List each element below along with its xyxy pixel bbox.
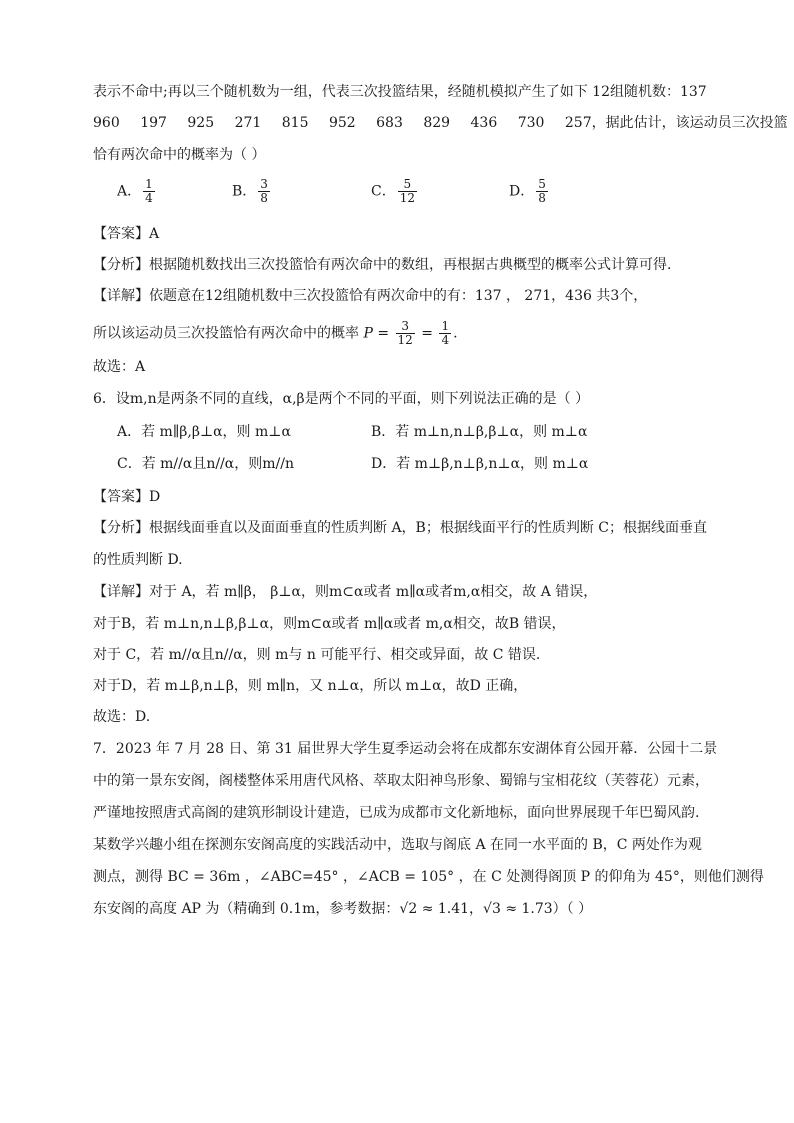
q6-option-a: A．若 m∥β,β⊥α，则 m⊥α xyxy=(117,424,291,440)
option-label: D． xyxy=(509,183,535,200)
question-7-line: 中的第一景东安阁，阁楼整体采用唐代风格、萃取太阳神鸟形象、蜀锦与宝相花纹（芙蓉花）元素， xyxy=(93,773,709,789)
fraction: $\frac{1}{4}$ xyxy=(441,319,450,347)
fraction: $\frac{1}{4}$ xyxy=(145,177,153,205)
random-number: 952 xyxy=(328,115,356,131)
q6-option-d: D．若 m⊥β,n⊥β,n⊥α，则 m⊥α xyxy=(371,456,589,472)
option-c xyxy=(371,178,419,205)
analysis-text: 根据随机数找出三次投篮恰有两次命中的数组，再根据古典概型的概率公式计算可得. xyxy=(149,257,672,273)
question-7-line: 7．2023 年 7 月 28 日、第 31 届世界大学生夏季运动会将在成都东安湖体育公园开幕．公园十二景 xyxy=(93,741,718,757)
choose-line: 故选：D. xyxy=(93,709,151,725)
answer-value: A xyxy=(149,226,160,242)
analysis-tag: 【分析】 xyxy=(93,520,149,536)
random-number: 815 xyxy=(281,115,309,131)
random-number: 730 xyxy=(517,115,545,131)
analysis-line xyxy=(93,519,707,537)
q6-option-b: B．若 m⊥n,n⊥β,β⊥α，则 m⊥α xyxy=(371,424,588,440)
question-7-line: 测点，测得 BC = 36m ，∠ABC=45° ，∠ACB = 105° ，在 C 处测得阁顶 P 的仰角为 45°，则他们测得 xyxy=(93,869,764,885)
detail-line: 所以该运动员三次投篮恰有两次命中的概率 P = $\frac{3}{12}$ = $\frac{1}{4}$ . xyxy=(93,319,458,347)
fraction: $\frac{3}{8}$ xyxy=(260,177,268,205)
random-number: 960 xyxy=(93,115,120,131)
option-d xyxy=(509,178,550,205)
option-label: A． xyxy=(117,183,142,200)
detail-text: 依题意在12组随机数中三次投篮恰有两次命中的有：137 ， 271，436 共3个， xyxy=(149,288,648,304)
random-numbers-line xyxy=(93,114,794,132)
detail-line: 对于B，若 m⊥n,n⊥β,β⊥α，则m⊂α或者 m∥α或者 m,α相交，故B 错误， xyxy=(93,616,566,632)
detail-line: 对于D，若 m⊥β,n⊥β，则 m∥n，又 n⊥α，所以 m⊥α，故D 正确， xyxy=(93,678,528,694)
answer-value: D xyxy=(149,489,161,505)
answer-line xyxy=(93,488,160,506)
question-7-line: 某数学兴趣小组在探测东安阁高度的实践活动中，选取与阁底 A 在同一水平面的 B，C 两处作为观 xyxy=(93,837,702,853)
math-var: P xyxy=(363,325,373,342)
detail-line xyxy=(93,287,647,305)
option-a xyxy=(117,178,157,205)
detail-text: 对于 A，若 m∥β， β⊥α，则m⊂α或者 m∥α或者m,α相交，故 A 错误， xyxy=(149,584,598,600)
detail-tag: 【详解】 xyxy=(93,584,149,600)
answer-tag: 【答案】 xyxy=(93,226,149,242)
detail-line xyxy=(93,583,597,601)
random-number: 829 xyxy=(423,115,451,131)
q6-option-c: C．若 m//α且n//α，则m//n xyxy=(117,456,294,472)
fraction: $\frac{3}{12}$ xyxy=(397,319,413,347)
problem-text-line: 表示不命中;再以三个随机数为一组，代表三次投篮结果，经随机模拟产生了如下 12组随机数：137 xyxy=(93,84,707,100)
option-b xyxy=(232,178,272,205)
question-7-line: 东安阁的高度 AP 为（精确到 0.1m，参考数据：√2 ≈ 1.41，√3 ≈ 1.73）（ ） xyxy=(93,901,593,917)
detail-text: 所以该运动员三次投篮恰有两次命中的概率 xyxy=(93,325,359,342)
question-6-stem: 6．设m,n是两条不同的直线，α,β是两个不同的平面，则下列说法正确的是（ ） xyxy=(93,391,590,407)
answer-line xyxy=(93,225,159,243)
choose-line: 故选：A xyxy=(93,359,146,375)
random-number: 925 xyxy=(187,115,215,131)
random-number: 436 xyxy=(470,115,498,131)
fraction: $\frac{5}{8}$ xyxy=(538,177,546,205)
analysis-line xyxy=(93,256,671,274)
fraction: $\frac{5}{12}$ xyxy=(399,177,415,205)
problem-text-line: 恰有两次命中的概率为（ ） xyxy=(93,147,266,163)
option-label: B． xyxy=(232,183,257,200)
detail-line: 对于 C，若 m//α且n//α，则 m与 n 可能平行、相交或异面，故 C 错误. xyxy=(93,647,541,663)
analysis-tag: 【分析】 xyxy=(93,257,149,273)
problem-text-tail: 257，据此估计，该运动员三次投篮 xyxy=(564,115,788,131)
random-number: 271 xyxy=(234,115,262,131)
analysis-text: 根据线面垂直以及面面垂直的性质判断 A，B；根据线面平行的性质判断 C；根据线面垂直 xyxy=(149,520,708,536)
random-number: 197 xyxy=(140,115,167,131)
question-7-line: 严谨地按照唐式高阁的建筑形制设计建造，已成为成都市文化新地标，面向世界展现千年巴蜀风韵. xyxy=(93,805,700,821)
analysis-line: 的性质判断 D. xyxy=(93,552,183,568)
option-label: C． xyxy=(371,183,396,200)
answer-tag: 【答案】 xyxy=(93,489,149,505)
random-number: 683 xyxy=(376,115,403,131)
detail-tag: 【详解】 xyxy=(93,288,149,304)
